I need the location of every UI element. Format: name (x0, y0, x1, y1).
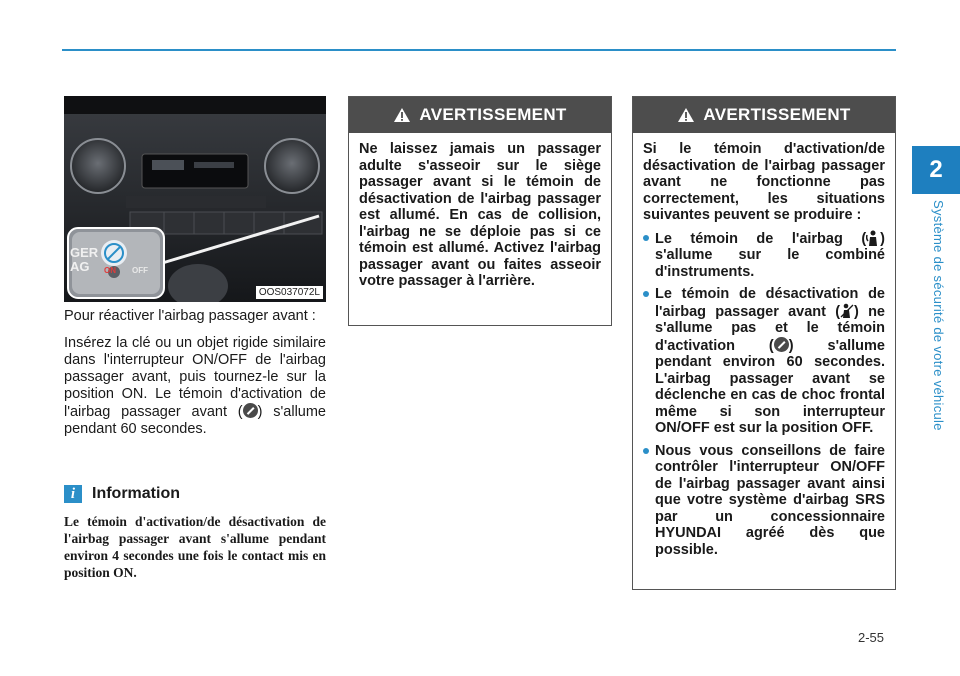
bullet2-text-part3: ) s'allume pendant environ 60 secondes. L'airbag passager avant se déclenche en cas de choc frontal même si son interrupteur ON/OFF est sur la position OFF. (655, 337, 885, 436)
warning-box-2 (632, 96, 896, 590)
instructions-text-part2: ) s'allume pendant 60 secondes. (64, 404, 326, 437)
information-body: Le témoin d'activation/de désactivation de l'airbag passager avant s'allume pendant environ 4 secondes une fois le contact mis en position ON. (64, 514, 326, 580)
paragraph-instructions (64, 335, 326, 438)
chapter-tab[interactable]: 2 (912, 146, 960, 194)
dashboard-photo (64, 96, 326, 302)
warning-title-2: AVERTISSEMENT (703, 105, 851, 124)
warning-box-1 (348, 96, 612, 326)
info-icon: i (64, 485, 82, 503)
airbag-off-person-icon (840, 303, 854, 319)
callout-bag-text: GER AG (70, 245, 99, 274)
page-number: 2-55 (858, 630, 885, 645)
warning2-bullet-2 (643, 286, 885, 437)
information-heading (64, 485, 180, 503)
warning-header-2 (633, 97, 895, 133)
left-column-text (64, 308, 326, 448)
warning-triangle-icon (393, 107, 411, 123)
warning-text-1: Ne laissez jamais un passager adulte s'asseoir sur le siège passager avant si le témoin de désactivation de l'airbag passager est allumé. En cas de collision, l'airbag ne se déploie pas si ce témoin est allumé. Activez l'airbag passager avant ou faites asseoir votre passager à l'arrière. (359, 141, 601, 289)
information-title: Information (92, 485, 180, 502)
warning-triangle-icon (677, 107, 695, 123)
section-side-title: Système de sécurité de votre véhicule (931, 200, 946, 431)
airbag-warning-person-icon (866, 230, 880, 246)
bullet2-text-part2: ) ne s'allume pas et le témoin d'activation ( (655, 303, 885, 354)
bullet1-text-part1: Le témoin de l'airbag ( (655, 230, 867, 247)
warning2-intro: Si le témoin d'activation/de désactivation de l'airbag passager avant ne fonctionne pas correctement, les situations suivantes peuvent se produire : (643, 141, 885, 223)
warning2-bullet-3: Nous vous conseillons de faire contrôler l'interrupteur ON/OFF de l'airbag passager avant ainsi que votre système d'airbag SRS par un concessionnaire HYUNDAI agréé dès que possible. (643, 443, 885, 559)
paragraph-reactivate: Pour réactiver l'airbag passager avant : (64, 308, 316, 324)
bullet1-text-part2: ) s'allume sur le combiné d'instruments. (655, 230, 885, 280)
figure-code: OOS037072L (256, 286, 323, 299)
warning2-bullet-1 (643, 230, 885, 281)
switch-on-label: ON (104, 266, 116, 275)
instructions-text-part1: Insérez la clé ou un objet rigide similaire dans l'interrupteur ON/OFF de l'airbag passager avant, puis tournez-le sur la position ON. Le témoin d'activation de l'airbag passager avant ( (64, 335, 326, 420)
airbag-on-indicator-icon (243, 403, 258, 418)
airbag-on-indicator-icon (774, 337, 789, 352)
warning-header-1 (349, 97, 611, 133)
header-rule (62, 49, 896, 51)
warning-title-1: AVERTISSEMENT (419, 105, 567, 124)
warning-text-2 (633, 133, 895, 572)
bullet2-text-part1: Le témoin de désactivation de l'airbag passager avant ( (655, 286, 885, 320)
switch-off-label: OFF (132, 266, 148, 275)
